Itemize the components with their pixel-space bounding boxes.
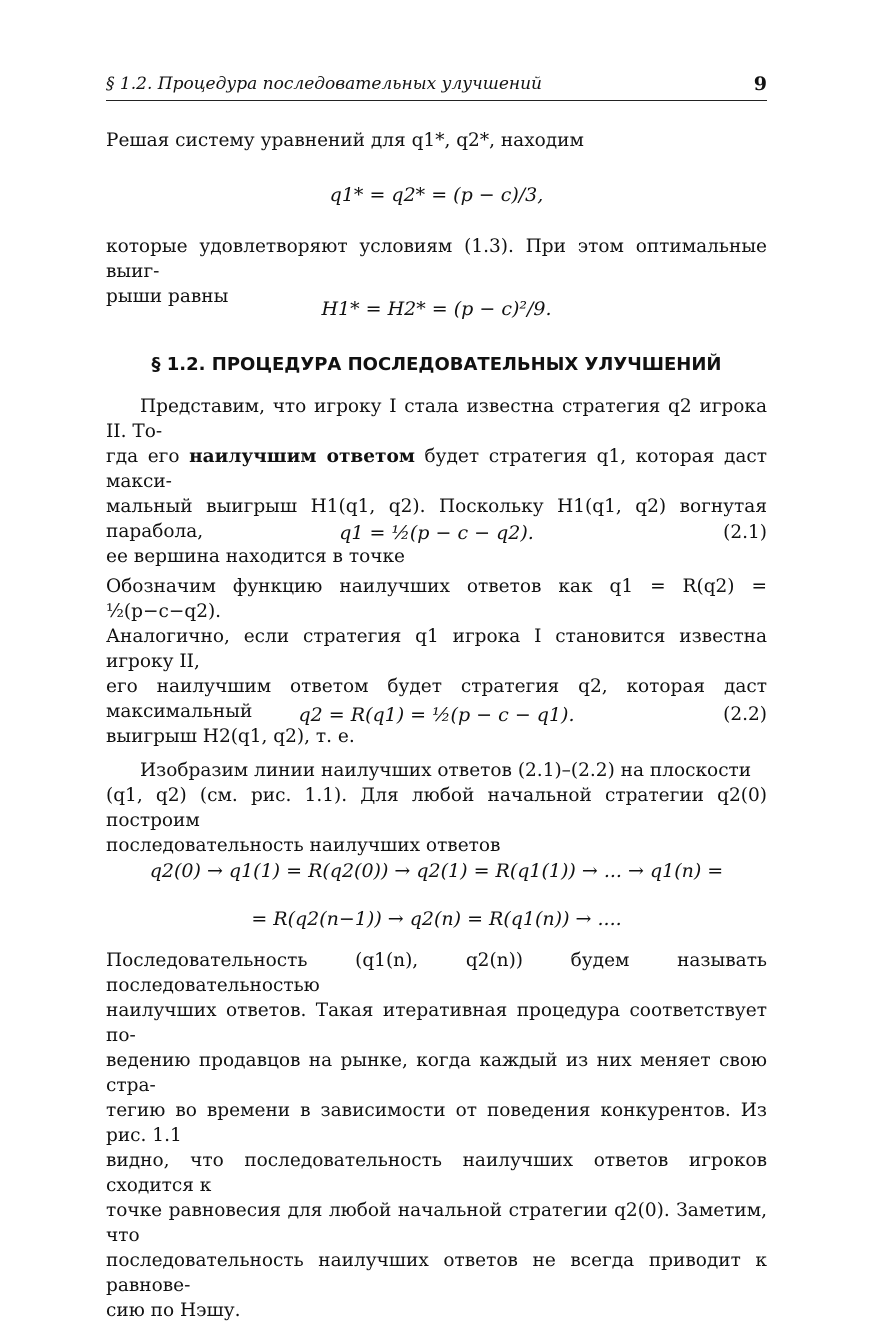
term-best-response: наилучшим ответом [189,446,415,467]
running-title: § 1.2. Процедура последовательных улучшений [106,74,542,94]
text-span: будет стратегия q1, которая даст макси- [106,446,767,492]
paragraph-sequence-intro [106,758,767,858]
text-line: последовательность наилучших ответов [106,835,501,856]
equation-2-1 [106,520,767,546]
text-line: Аналогично, если стратегия q1 игрока I становится известна игроку II, [106,626,767,672]
running-header [106,72,767,101]
paragraph-sequence [106,948,767,1323]
text-line: ее вершина находится в точке [106,546,405,567]
text-line: ведению продавцов на рынке, когда каждый из них меняет свою стра- [106,1050,767,1096]
text-line: Последовательность (q1(n), q2(n)) будем называть последовательностью [106,950,767,996]
text-line: Обозначим функцию наилучших ответов как q1 = R(q2) = ½(p−c−q2). [106,576,767,622]
text-line: Представим, что игроку I стала известна стратегия q2 игрока II. То- [106,396,767,442]
equation-sequence-line1: q2(0) → q1(1) = R(q2(0)) → q2(1) = R(q1(1)) → ... → q1(n) = [149,860,724,882]
page-number: 9 [753,73,767,95]
text-line: последовательность наилучших ответов не всегда приводит к равнове- [106,1250,767,1296]
section-heading: § 1.2. ПРОЦЕДУРА ПОСЛЕДОВАТЕЛЬНЫХ УЛУЧШЕНИЙ [151,354,722,375]
text-line: Изобразим линии наилучших ответов (2.1)–(2.2) на плоскости [140,760,752,781]
text-line [106,444,767,494]
text-line: его наилучшим ответом будет стратегия q2, которая даст максимальный [106,676,767,722]
equation-2-2 [106,702,767,728]
text-line: выигрыш H2(q1, q2), т. е. [106,726,355,747]
equation-sequence-line2: = R(q2(n−1)) → q2(n) = R(q1(n)) → .... [251,908,622,930]
text-line: сию по Нэшу. [106,1300,241,1321]
text-line: видно, что последовательность наилучших ответов игроков сходится к [106,1150,767,1196]
text-line: точке равновесия для любой начальной стратегии q2(0). Заметим, что [106,1200,767,1246]
text-span: гда его [106,446,190,467]
equation-number: (2.2) [723,704,767,725]
text-line: мальный выигрыш H1(q1, q2). Поскольку H1(q1, q2) вогнутая парабола, [106,496,767,542]
text-line: тегию во времени в зависимости от поведения конкурентов. Из рис. 1.1 [106,1100,767,1146]
intro-line: Решая систему уравнений для q1*, q2*, находим [106,130,584,151]
equation-formula: q1 = ½(p − c − q2). [339,522,534,544]
equation-formula: q2 = R(q1) = ½(p − c − q1). [298,704,575,726]
equation-h-star: H1* = H2* = (p − c)²/9. [321,298,552,320]
equation-q-star: q1* = q2* = (p − c)/3, [329,184,544,206]
text-line: (q1, q2) (см. рис. 1.1). Для любой начальной стратегии q2(0) построим [106,785,767,831]
text-line: которые удовлетворяют условиям (1.3). При этом оптимальные выиг- [106,236,767,282]
equation-number: (2.1) [723,522,767,543]
text-line: наилучших ответов. Такая итеративная процедура соответствует по- [106,1000,767,1046]
text-line: рыши равны [106,286,229,307]
